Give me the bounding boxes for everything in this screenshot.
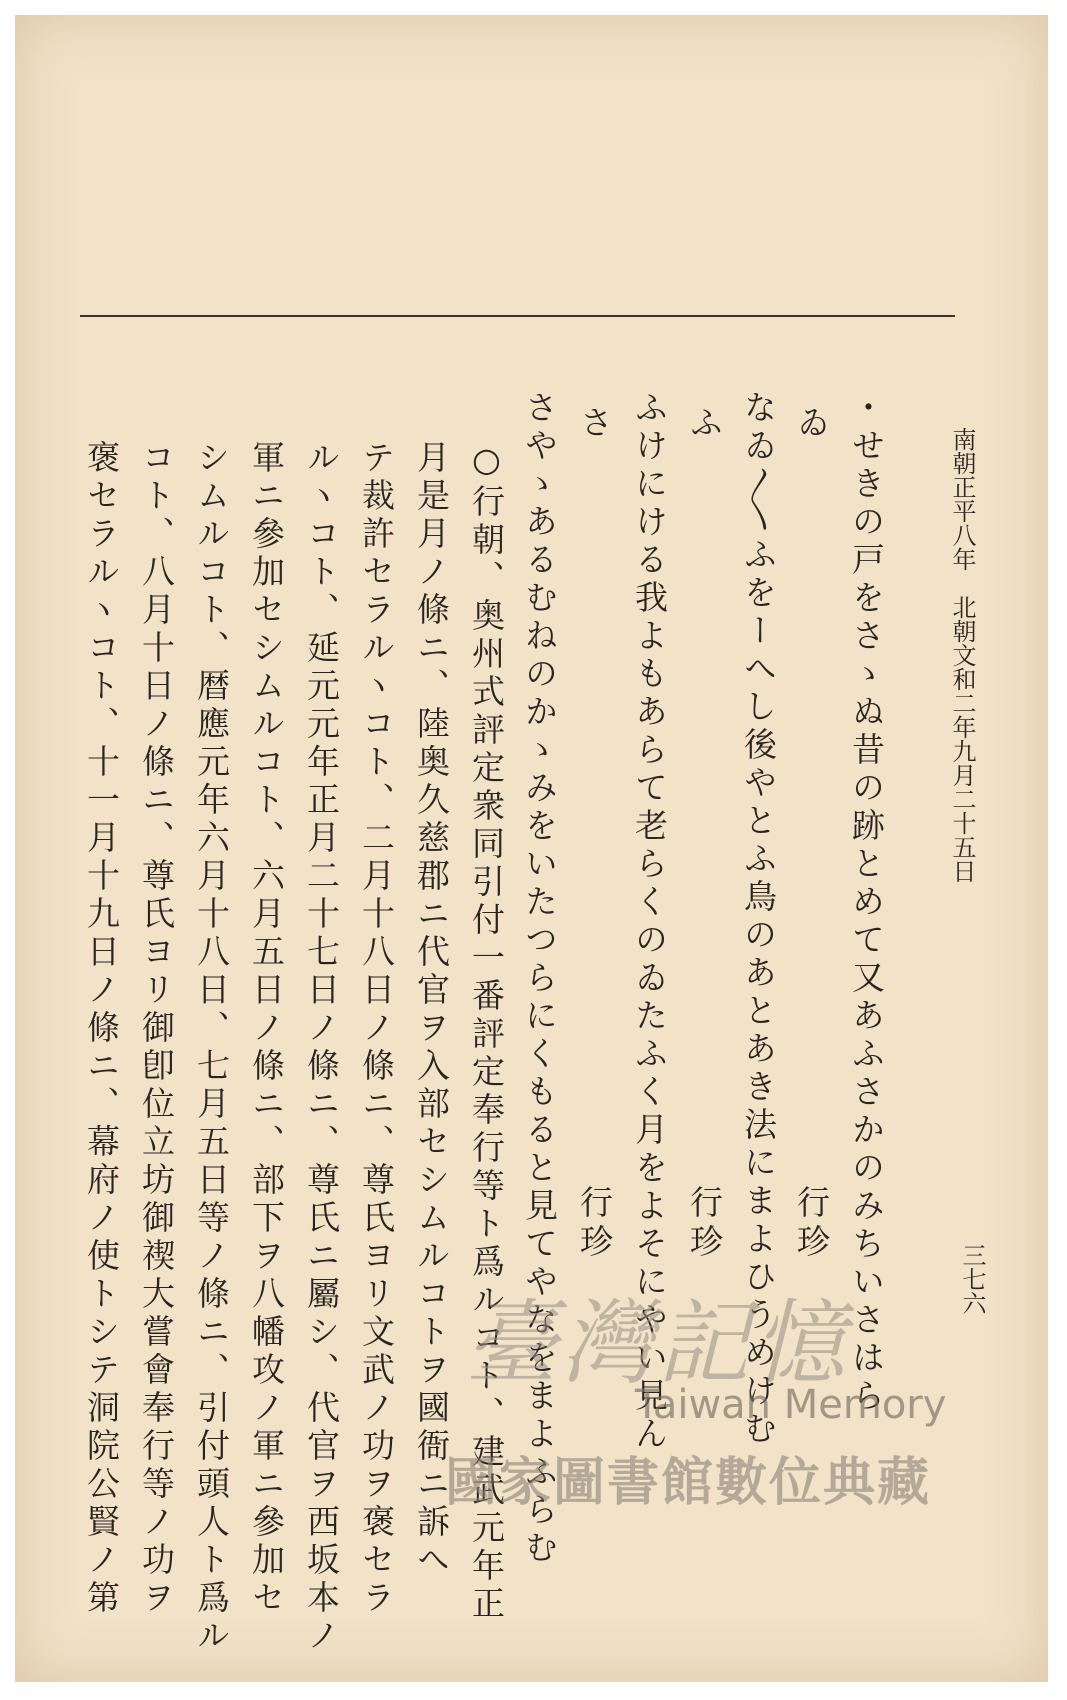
text-column-2: ゐ 行珍 xyxy=(792,405,831,1263)
text-column-7: さやゝあるむねのかゝみをいたつらにくもると見てやなをまよふらむ xyxy=(520,390,559,1568)
text-column-14: コト、八月十日ノ條ニ、尊氏ヨリ御卽位立坊御禊大嘗會奉行等ノ功ヲ xyxy=(137,440,176,1618)
watermark-brand: 臺灣記憶 xyxy=(465,1290,850,1397)
header-rule xyxy=(80,315,955,317)
text-column-3: なゐ〱ふをーへし後やとふ鳥のあとあき法にまよひうめけむ xyxy=(739,390,778,1449)
text-column-13: シムルコト、暦應元年六月十八日、七月五日等ノ條ニ、引付頭人ト爲ル xyxy=(192,440,231,1656)
text-column-11: ルヽコト、延元元年正月二十七日ノ條ニ、尊氏ニ屬シ、代官ヲ西坂本ノ xyxy=(302,440,341,1656)
document-page xyxy=(15,15,1048,1682)
watermark-library: 國家圖書館數位典藏 xyxy=(445,1453,932,1513)
text-column-6: さ 行珍 xyxy=(575,405,614,1263)
text-column-10: テ裁許セラルヽコト、二月十八日ノ條ニ、尊氏ヨリ文武ノ功ヲ褒セラ xyxy=(357,440,396,1618)
watermark-english: Taiwan Memory xyxy=(635,1382,947,1428)
text-column-12: 軍ニ參加セシムルコト、六月五日ノ條ニ、部下ヲ八幡攻ノ軍ニ參加セ xyxy=(247,440,286,1618)
page-number: 三七六 xyxy=(958,1243,986,1315)
text-column-5: ふけにける我よもあらて老らくのゐたふく月をよそにやい見ん xyxy=(630,390,669,1454)
text-column-9: 月是月ノ條ニ、陸奥久慈郡ニ代官ヲ入部セシムルコトヲ國衙ニ訴へ xyxy=(412,440,451,1580)
running-title: 南朝正平八年 北朝文和二年九月二十五日 xyxy=(948,427,976,883)
text-column-1: ・せきの戸をさゝぬ昔の跡とめて又あふさかのみちいさはら xyxy=(847,390,886,1416)
text-column-15: 褒セラルヽコト、十一月十九日ノ條ニ、幕府ノ使トシテ洞院公賢ノ第 xyxy=(82,440,121,1618)
text-column-8: ○行朝、奥州式評定衆同引付一番評定奉行等ト爲ルコト、建武元年正 xyxy=(467,440,506,1624)
text-column-4: ふ 行珍 xyxy=(685,405,724,1263)
